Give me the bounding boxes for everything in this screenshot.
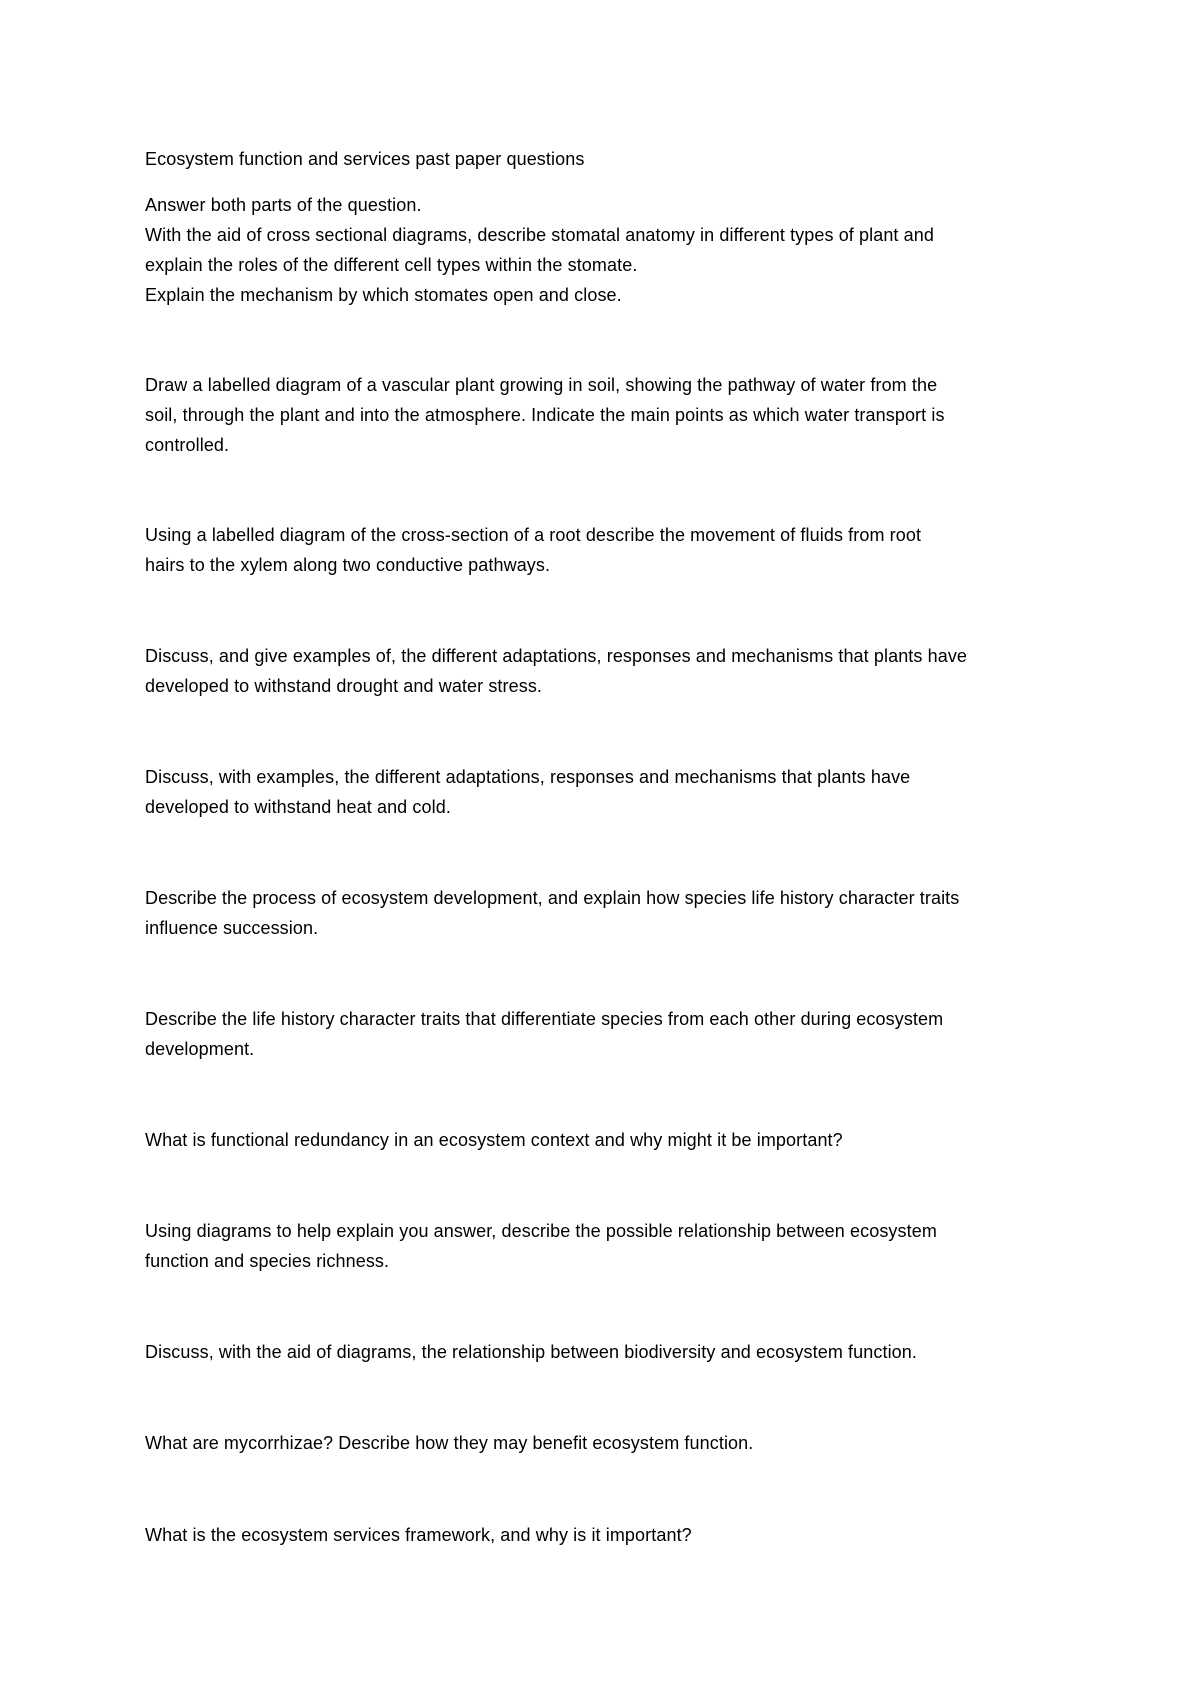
question-line: What are mycorrhizae? Describe how they may benefit ecosystem function. <box>145 1433 754 1453</box>
document-title <box>145 144 1075 174</box>
question-functional-redundancy <box>145 1125 1075 1155</box>
title-line: Ecosystem function and services past paper questions <box>145 149 585 169</box>
question-line: development. <box>145 1039 255 1059</box>
question-root-cross-section <box>145 520 1075 580</box>
question-line: Using diagrams to help explain you answer, describe the possible relationship between ecosystem <box>145 1221 937 1241</box>
question-line: developed to withstand drought and water stress. <box>145 676 543 696</box>
question-species-richness <box>145 1216 1075 1276</box>
question-line: explain the roles of the different cell types within the stomate. <box>145 255 638 275</box>
question-biodiversity <box>145 1337 1075 1367</box>
question-line: Describe the process of ecosystem development, and explain how species life history character traits <box>145 888 960 908</box>
question-line: influence succession. <box>145 918 319 938</box>
question-stomata <box>145 190 1075 310</box>
question-line: controlled. <box>145 435 230 455</box>
question-line: With the aid of cross sectional diagrams, describe stomatal anatomy in different types of plant and <box>145 225 934 245</box>
question-line: Discuss, with examples, the different adaptations, responses and mechanisms that plants have <box>145 767 911 787</box>
question-line: Describe the life history character traits that differentiate species from each other during ecosystem <box>145 1009 944 1029</box>
question-line: developed to withstand heat and cold. <box>145 797 451 817</box>
question-line: What is functional redundancy in an ecosystem context and why might it be important? <box>145 1130 843 1150</box>
question-line: Discuss, and give examples of, the different adaptations, responses and mechanisms that plants have <box>145 646 968 666</box>
question-line: What is the ecosystem services framework, and why is it important? <box>145 1525 692 1545</box>
question-ecosystem-development <box>145 883 1075 943</box>
question-line: Using a labelled diagram of the cross-section of a root describe the movement of fluids from root <box>145 525 922 545</box>
question-drought-adaptations <box>145 641 1075 701</box>
question-heat-cold-adaptations <box>145 762 1075 822</box>
question-line: Draw a labelled diagram of a vascular plant growing in soil, showing the pathway of water from the <box>145 375 938 395</box>
question-line: function and species richness. <box>145 1251 390 1271</box>
question-line: hairs to the xylem along two conductive pathways. <box>145 555 551 575</box>
question-mycorrhizae <box>145 1428 1075 1458</box>
question-line: soil, through the plant and into the atmosphere. Indicate the main points as which water transport is <box>145 405 945 425</box>
question-life-history-traits <box>145 1004 1075 1064</box>
question-water-pathway <box>145 370 1075 460</box>
question-ecosystem-services <box>145 1520 1075 1550</box>
question-line: Explain the mechanism by which stomates open and close. <box>145 285 622 305</box>
question-line: Discuss, with the aid of diagrams, the relationship between biodiversity and ecosystem function. <box>145 1342 917 1362</box>
question-line: Answer both parts of the question. <box>145 195 422 215</box>
